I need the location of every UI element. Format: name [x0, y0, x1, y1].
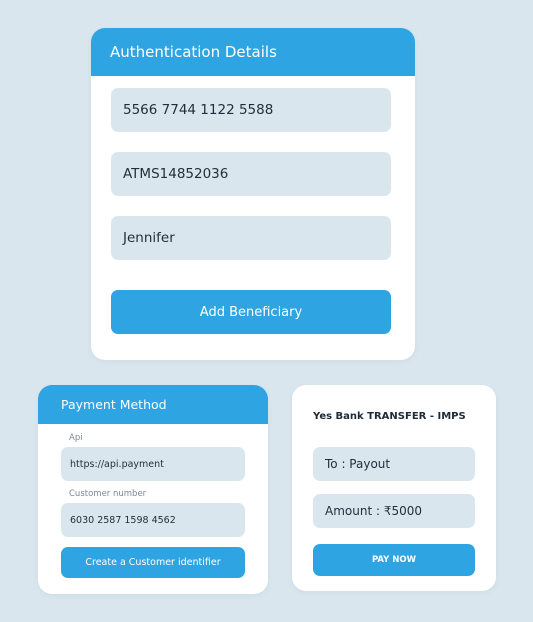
customer-number-field[interactable]: 6030 2587 1598 4562 [61, 503, 245, 537]
authentication-details-header [91, 28, 415, 76]
amount-field[interactable]: Amount : ₹5000 [313, 494, 475, 528]
transfer-card [292, 385, 496, 591]
card-number-field[interactable]: 5566 7744 1122 5588 [111, 88, 391, 132]
payment-method-card [38, 385, 268, 594]
authentication-details-title: Authentication Details [110, 43, 277, 61]
payment-method-title: Payment Method [61, 397, 167, 412]
atm-id-field[interactable]: ATMS14852036 [111, 152, 391, 196]
authentication-details-card [91, 28, 415, 360]
to-field[interactable]: To : Payout [313, 447, 475, 481]
add-beneficiary-button[interactable]: Add Beneficiary [111, 290, 391, 334]
api-field[interactable]: https://api.payment [61, 447, 245, 481]
create-customer-identifier-button[interactable]: Create a Customer identifier [61, 547, 245, 578]
pay-now-button[interactable]: PAY NOW [313, 544, 475, 576]
name-field[interactable]: Jennifer [111, 216, 391, 260]
api-label: Api [69, 433, 83, 443]
transfer-title: Yes Bank TRANSFER - IMPS [313, 411, 466, 422]
payment-method-header [38, 385, 268, 424]
customer-number-label: Customer number [69, 489, 147, 499]
